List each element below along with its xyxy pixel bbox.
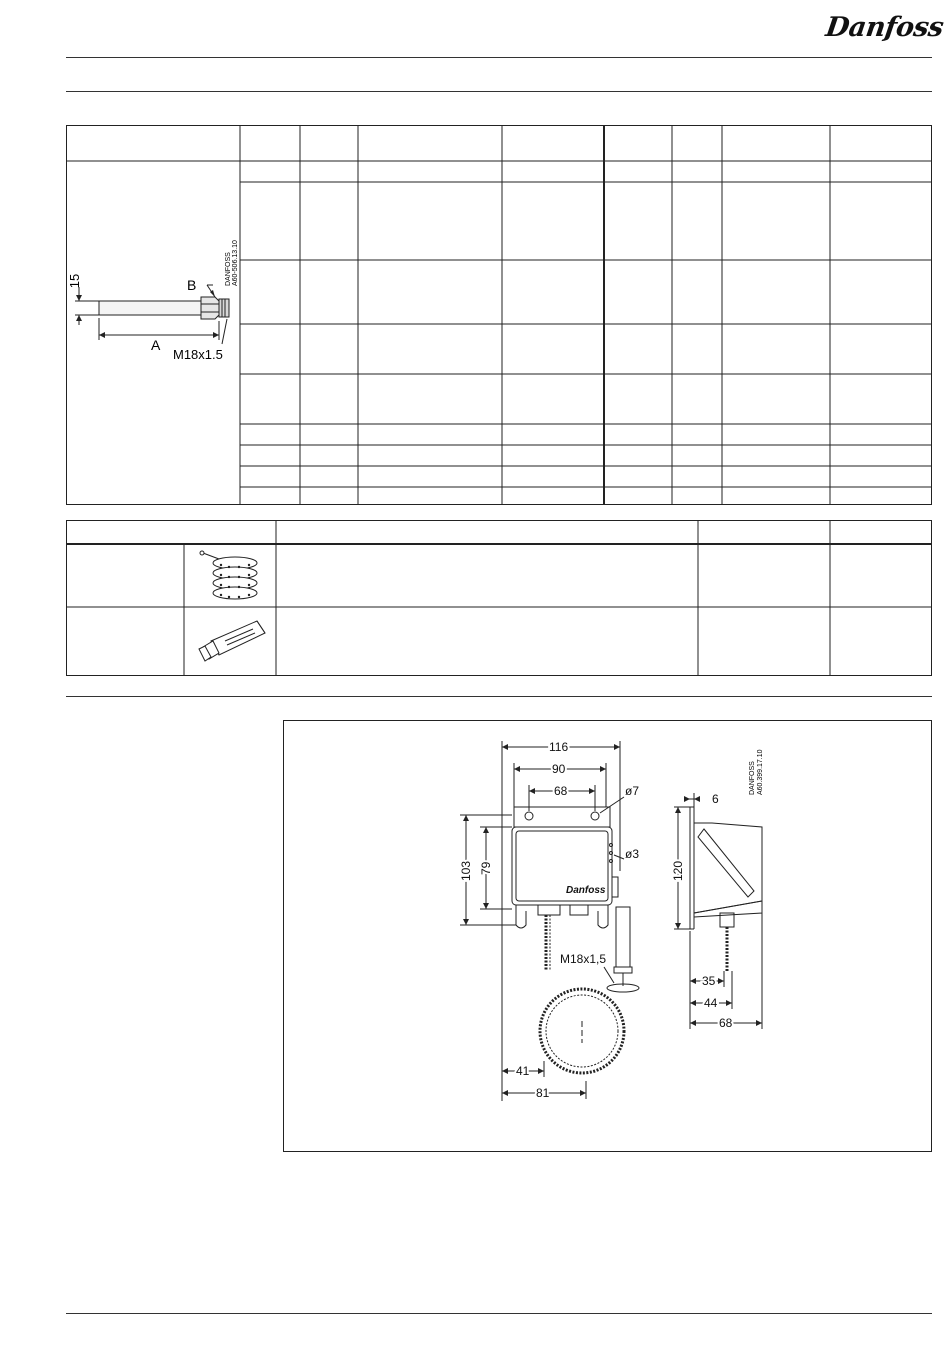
dim-hole-7: ø7: [625, 784, 640, 798]
pocket-label-b: B: [187, 277, 197, 293]
sensor-pocket-table: [66, 125, 932, 505]
drawing-code-line2: A60.399.17.10: [757, 749, 764, 795]
header-rule: [66, 57, 932, 58]
dim-68-front: 68: [554, 784, 568, 798]
dimensions-drawing-frame: [283, 720, 932, 1152]
dimensions-drawing: [284, 721, 931, 1151]
dim-44: 44: [704, 996, 718, 1010]
dim-90: 90: [552, 762, 566, 776]
dim-120: 120: [671, 860, 685, 881]
section-rule-2: [66, 696, 932, 697]
accessories-table: [66, 520, 932, 676]
pocket-dim-15: 15: [67, 273, 82, 289]
dim-81: 81: [536, 1086, 550, 1100]
drawing-code-line1: DANFOSS: [749, 761, 756, 795]
pocket-label-a: A: [151, 337, 161, 353]
dim-79: 79: [479, 861, 493, 875]
pocket-thread-label: M18x1.5: [173, 347, 223, 362]
heat-paste-tube-icon: [195, 611, 275, 671]
dim-thread: M18x1,5: [560, 952, 607, 966]
housing-logo: Danfoss: [566, 885, 606, 896]
dim-68-side: 68: [719, 1016, 733, 1030]
dim-6: 6: [712, 792, 719, 806]
dim-116: 116: [549, 740, 569, 754]
danfoss-logo: Danfoss: [823, 12, 946, 43]
dim-35: 35: [702, 974, 716, 988]
footer-rule: [66, 1313, 932, 1314]
section-rule-1: [66, 91, 932, 92]
sensor-pocket-drawing: [67, 226, 241, 446]
pocket-code-line1: DANFOSS: [225, 252, 232, 286]
pocket-code-line2: A60-506.13.10: [232, 240, 239, 286]
hose-clip-icon: [195, 547, 275, 607]
dim-41: 41: [516, 1064, 530, 1078]
dim-103: 103: [459, 860, 473, 881]
dim-hole-3: ø3: [625, 847, 640, 861]
